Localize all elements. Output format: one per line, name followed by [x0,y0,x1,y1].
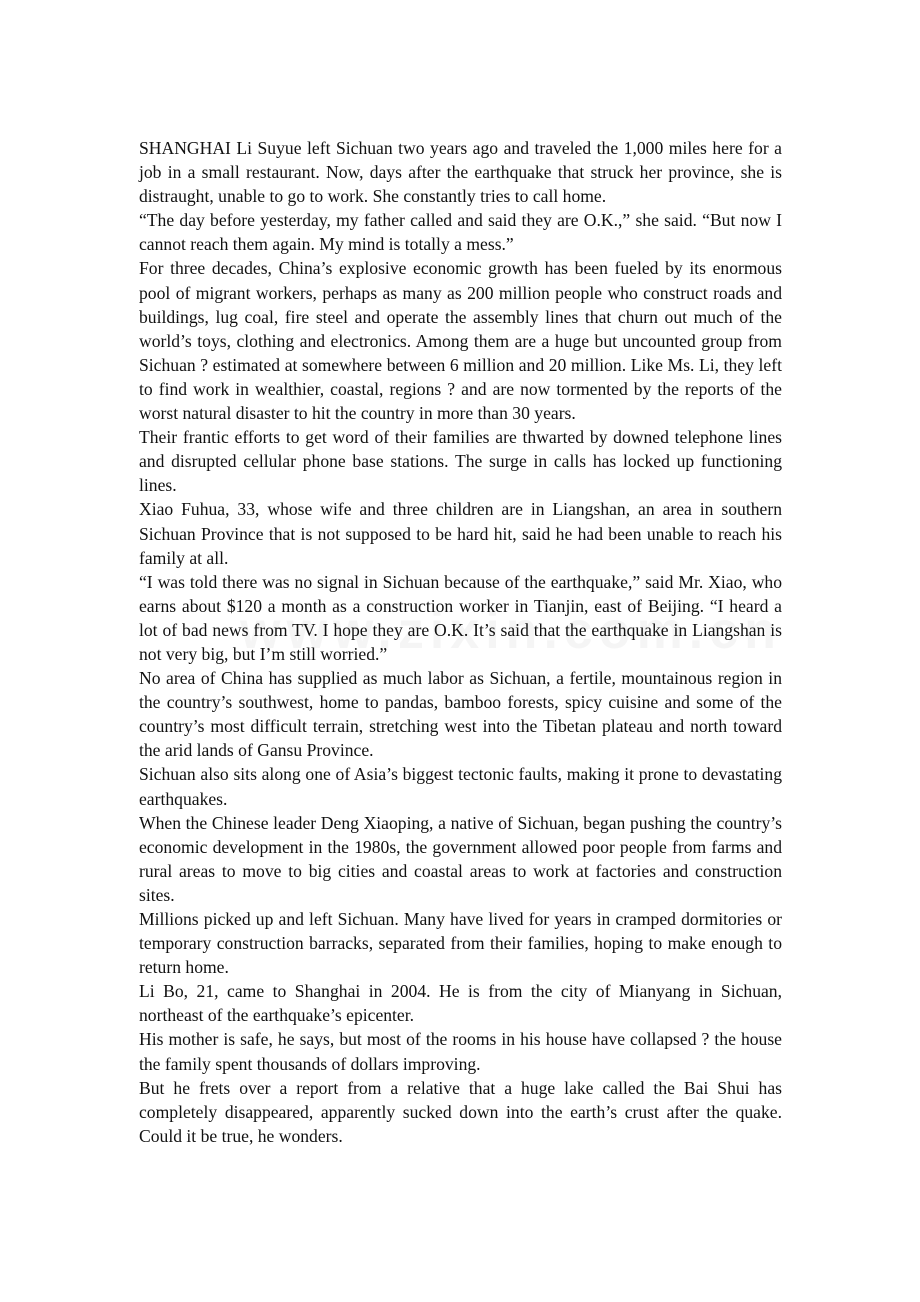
paragraph-9: When the Chinese leader Deng Xiaoping, a native of Sichuan, began pushing the country’s economic development in the 1980s, the government allowed poor people from farms and rural areas to move to big cities and coastal areas to work at factories and construction sites. [139,812,782,905]
paragraph-2: “The day before yesterday, my father called and said they are O.K.,” she said. “But now I cannot reach them again. My mind is totally a mess.” [139,210,782,255]
paragraph-1: SHANGHAI Li Suyue left Sichuan two years ago and traveled the 1,000 miles here for a job in a small restaurant. Now, days after the earthquake that struck her province, she is distraught, unable to go to work. She constantly tries to call home. [139,138,782,207]
paragraph-3: For three decades, China’s explosive economic growth has been fueled by its enormous pool of migrant workers, perhaps as many as 200 million people who construct roads and buildings, lug coal, fire steel and operate the assembly lines that churn out much of the world’s toys, clothing and electronics. Among them are a huge but uncounted group from Sichuan ? estimated at somewhere between 6 million and 20 million. Like Ms. Li, they left to find work in wealthier, coastal, regions ? and are now tormented by the reports of the worst natural disaster to hit the country in more than 30 years. [139,258,782,424]
paragraph-12: His mother is safe, he says, but most of the rooms in his house have collapsed ? the house the family spent thousands of dollars improving. [139,1029,782,1074]
paragraph-11: Li Bo, 21, came to Shanghai in 2004. He is from the city of Mianyang in Sichuan, northeast of the earthquake’s epicenter. [139,981,782,1026]
paragraph-13: But he frets over a report from a relative that a huge lake called the Bai Shui has completely disappeared, apparently sucked down into the earth’s crust after the quake. Could it be true, he wonders. [139,1077,782,1146]
paragraph-6: “I was told there was no signal in Sichuan because of the earthquake,” said Mr. Xiao, who earns about $120 a month as a construction worker in Tianjin, east of Beijing. “I heard a lot of bad news from TV. I hope they are O.K. It’s said that the earthquake in Liangshan is not very big, but I’m still worried.” [139,571,782,664]
paragraph-5: Xiao Fuhua, 33, whose wife and three children are in Liangshan, an area in southern Sichuan Province that is not supposed to be hard hit, said he had been unable to reach his family at all. [139,499,782,568]
paragraph-4: Their frantic efforts to get word of their families are thwarted by downed telephone lines and disrupted cellular phone base stations. The surge in calls has locked up functioning lines. [139,427,782,496]
paragraph-8: Sichuan also sits along one of Asia’s biggest tectonic faults, making it prone to devastating earthquakes. [139,764,782,809]
paragraph-7: No area of China has supplied as much labor as Sichuan, a fertile, mountainous region in the country’s southwest, home to pandas, bamboo forests, spicy cuisine and some of the country’s most difficult terrain, stretching west into the Tibetan plateau and north toward the arid lands of Gansu Province. [139,668,782,761]
article-body [139,136,782,1148]
paragraph-10: Millions picked up and left Sichuan. Many have lived for years in cramped dormitories or temporary construction barracks, separated from their families, hoping to make enough to return home. [139,909,782,978]
